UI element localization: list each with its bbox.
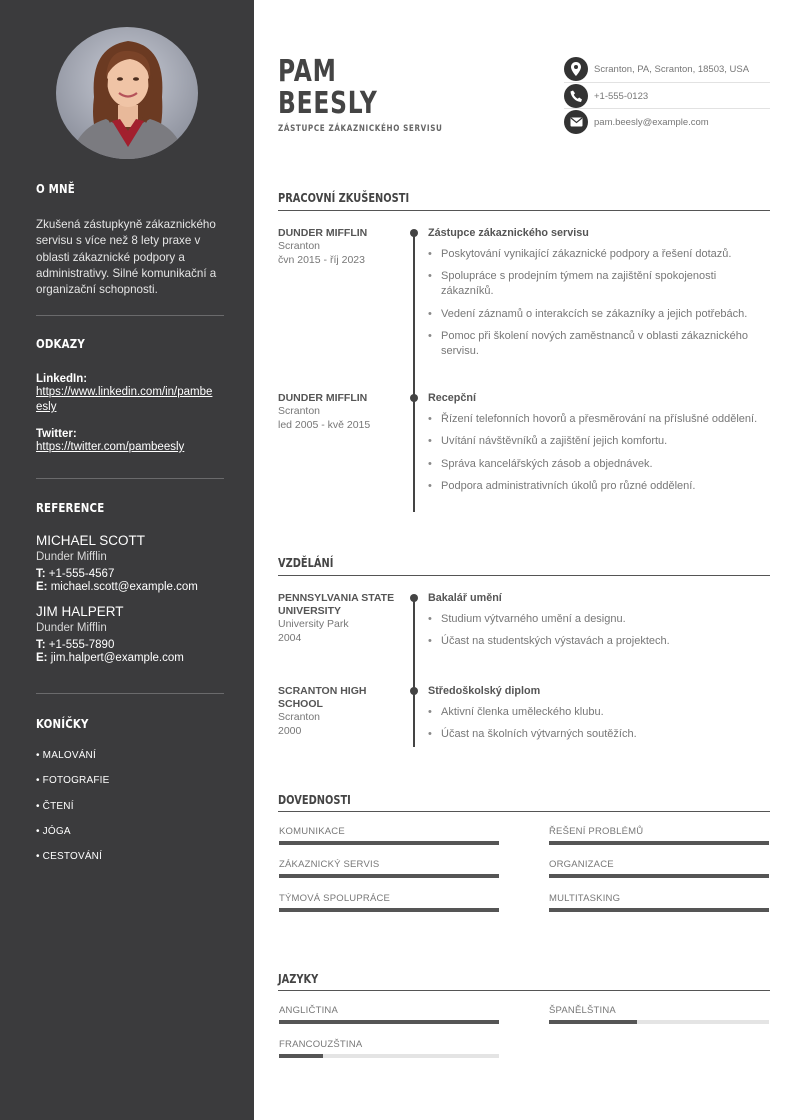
graduation-year: 2004 bbox=[278, 631, 302, 644]
language-item bbox=[549, 1005, 769, 1024]
skill-item bbox=[549, 893, 769, 912]
list-item: • Studium výtvarného umění a designu. bbox=[428, 612, 770, 627]
experience-title: PRACOVNÍ ZKUŠENOSTI bbox=[278, 191, 410, 205]
list-item: • Podpora administrativních úkolů pro různé oddělení. bbox=[428, 479, 770, 494]
contact-phone bbox=[564, 83, 770, 109]
skill-bar-fill bbox=[279, 841, 499, 845]
link-item-twitter bbox=[36, 428, 224, 455]
contact-email bbox=[564, 109, 770, 135]
timeline-dot bbox=[410, 594, 418, 602]
graduation-year: 2000 bbox=[278, 724, 302, 737]
hobby-item: • FOTOGRAFIE bbox=[36, 775, 110, 787]
location-pin-icon bbox=[564, 57, 588, 81]
education-meta bbox=[278, 685, 400, 738]
language-name: ŠPANĚLŠTINA bbox=[549, 1005, 616, 1016]
twitter-link[interactable]: https://twitter.com/pambeesly bbox=[36, 441, 185, 453]
email-text[interactable]: pam.beesly@example.com bbox=[594, 116, 709, 128]
reference-name: MICHAEL SCOTT bbox=[36, 533, 146, 548]
language-bar bbox=[279, 1054, 499, 1058]
list-item: • Správa kancelářských zásob a objednávek. bbox=[428, 457, 770, 472]
section-divider bbox=[278, 575, 770, 576]
skill-name: ŘEŠENÍ PROBLÉMŮ bbox=[549, 826, 644, 837]
company-location: Scranton bbox=[278, 405, 321, 417]
skill-name: ORGANIZACE bbox=[549, 859, 614, 870]
skill-bar-fill bbox=[549, 908, 769, 912]
about-text: Zkušená zástupkyně zákaznického servisu s více než 8 lety praxe v oblasti zákaznické podpory a administrativy. Silné komunikační a organizační schopnosti. bbox=[36, 218, 217, 297]
last-name: BEESLY bbox=[278, 86, 378, 121]
company-name: DUNDER MIFFLIN bbox=[278, 227, 368, 239]
list-item: • Řízení telefonních hovorů a přesměrování na příslušné oddělení. bbox=[428, 412, 770, 427]
skill-item bbox=[279, 893, 499, 912]
address-text: Scranton, PA, Scranton, 18503, USA bbox=[594, 63, 750, 75]
link-label: LinkedIn: bbox=[36, 373, 88, 385]
links-section bbox=[36, 336, 224, 455]
language-item bbox=[279, 1005, 499, 1024]
timeline-line bbox=[413, 232, 415, 512]
school-name: SCRANTON HIGH SCHOOL bbox=[278, 685, 367, 710]
skill-item bbox=[549, 859, 769, 878]
reference-name: JIM HALPERT bbox=[36, 604, 124, 619]
language-item bbox=[279, 1039, 499, 1058]
about-section bbox=[36, 181, 224, 298]
skill-bar bbox=[549, 908, 769, 912]
reference-phone bbox=[36, 568, 224, 580]
sidebar bbox=[0, 0, 254, 1120]
email-icon bbox=[564, 110, 588, 134]
links-title: ODKAZY bbox=[36, 336, 85, 351]
phone-value: +1-555-7890 bbox=[48, 639, 115, 651]
language-bar bbox=[549, 1020, 769, 1024]
list-item: • Spolupráce s prodejním týmem na zajištění spokojenosti zákazníků. bbox=[428, 269, 770, 299]
job-role: Recepční bbox=[428, 392, 477, 404]
sidebar-divider bbox=[36, 315, 224, 316]
language-name: FRANCOUZŠTINA bbox=[279, 1039, 363, 1050]
reference-company: Dunder Mifflin bbox=[36, 551, 107, 563]
degree-name: Bakalář umění bbox=[428, 592, 502, 604]
hobby-item: • JÓGA bbox=[36, 825, 71, 837]
language-bar-fill bbox=[549, 1020, 637, 1024]
skill-bar bbox=[279, 908, 499, 912]
email-label: E: bbox=[36, 581, 48, 593]
reference-phone bbox=[36, 639, 224, 651]
job-title: ZÁSTUPCE ZÁKAZNICKÉHO SERVISU bbox=[278, 124, 443, 134]
link-item-linkedin bbox=[36, 373, 224, 415]
section-divider bbox=[278, 811, 770, 812]
timeline-line bbox=[413, 597, 415, 747]
hobby-item: • CESTOVÁNÍ bbox=[36, 851, 103, 863]
skill-bar bbox=[279, 874, 499, 878]
languages-title: JAZYKY bbox=[278, 972, 319, 986]
hobby-item: • ČTENÍ bbox=[36, 800, 74, 812]
skills-title: DOVEDNOSTI bbox=[278, 793, 351, 807]
reference-item bbox=[36, 604, 224, 664]
employment-dates: led 2005 - kvě 2015 bbox=[278, 418, 371, 431]
reference-email bbox=[36, 581, 224, 593]
skill-bar bbox=[279, 841, 499, 845]
language-bar-fill bbox=[279, 1054, 323, 1058]
skill-name: MULTITASKING bbox=[549, 893, 621, 904]
skill-bar bbox=[549, 874, 769, 878]
phone-label: T: bbox=[36, 568, 46, 580]
list-item: • Účast na studentských výstavách a projektech. bbox=[428, 634, 770, 649]
references-section bbox=[36, 500, 224, 664]
skill-bar-fill bbox=[279, 874, 499, 878]
skill-item bbox=[279, 859, 499, 878]
email-value: jim.halpert@example.com bbox=[50, 652, 184, 664]
sidebar-divider bbox=[36, 478, 224, 479]
skill-item bbox=[279, 826, 499, 845]
company-location: Scranton bbox=[278, 240, 321, 252]
education-list bbox=[428, 705, 770, 742]
email-label: E: bbox=[36, 652, 48, 664]
responsibilities-list bbox=[428, 412, 770, 494]
profile-photo bbox=[56, 27, 198, 159]
education-details bbox=[428, 685, 770, 750]
experience-meta bbox=[278, 227, 400, 267]
education-details bbox=[428, 592, 770, 657]
education-list bbox=[428, 612, 770, 649]
phone-icon bbox=[564, 84, 588, 108]
section-divider bbox=[278, 990, 770, 991]
reference-email bbox=[36, 652, 224, 664]
school-location: University Park bbox=[278, 618, 349, 630]
company-name: DUNDER MIFFLIN bbox=[278, 392, 368, 404]
employment-dates: čvn 2015 - říj 2023 bbox=[278, 253, 365, 266]
hobby-item: • MALOVÁNÍ bbox=[36, 750, 96, 761]
skill-name: KOMUNIKACE bbox=[279, 826, 345, 837]
experience-meta bbox=[278, 392, 400, 432]
timeline-dot bbox=[410, 229, 418, 237]
email-value: michael.scott@example.com bbox=[50, 581, 198, 593]
responsibilities-list bbox=[428, 247, 770, 359]
contact-address bbox=[564, 56, 770, 82]
reference-item bbox=[36, 533, 224, 593]
sidebar-divider bbox=[36, 693, 224, 694]
school-location: Scranton bbox=[278, 711, 321, 723]
degree-name: Středoškolský diplom bbox=[428, 685, 541, 697]
phone-text: +1-555-0123 bbox=[594, 90, 649, 102]
list-item: • Uvítání návštěvníků a zajištění jejich komfortu. bbox=[428, 434, 770, 449]
experience-details bbox=[428, 227, 770, 366]
list-item: • Účast na školních výtvarných soutěžích. bbox=[428, 727, 770, 742]
hobbies-list bbox=[36, 750, 224, 876]
language-bar bbox=[279, 1020, 499, 1024]
hobbies-section bbox=[36, 716, 224, 876]
skill-bar-fill bbox=[549, 841, 769, 845]
list-item: • Poskytování vynikající zákaznické podpory a řešení dotazů. bbox=[428, 247, 770, 262]
references-title: REFERENCE bbox=[36, 500, 105, 515]
linkedin-link[interactable]: https://www.linkedin.com/in/pambeesly bbox=[36, 386, 213, 413]
skill-bar-fill bbox=[279, 908, 499, 912]
school-name: PENNSYLVANIA STATE UNIVERSITY bbox=[278, 592, 395, 617]
timeline-dot bbox=[410, 394, 418, 402]
skill-name: ZÁKAZNICKÝ SERVIS bbox=[279, 859, 380, 870]
skill-name: TÝMOVÁ SPOLUPRÁCE bbox=[279, 893, 391, 904]
timeline-dot bbox=[410, 687, 418, 695]
job-role: Zástupce zákaznického servisu bbox=[428, 227, 589, 239]
first-name: PAM bbox=[278, 54, 337, 89]
language-bar-fill bbox=[279, 1020, 499, 1024]
skill-bar bbox=[549, 841, 769, 845]
link-label: Twitter: bbox=[36, 428, 77, 440]
hobbies-title: KONÍČKY bbox=[36, 716, 89, 731]
language-name: ANGLIČTINA bbox=[279, 1005, 339, 1016]
list-item: • Pomoc při školení nových zaměstnanců v oblasti zákaznického servisu. bbox=[428, 329, 770, 359]
section-divider bbox=[278, 210, 770, 211]
experience-details bbox=[428, 392, 770, 502]
reference-company: Dunder Mifflin bbox=[36, 622, 107, 634]
phone-label: T: bbox=[36, 639, 46, 651]
about-title: O MNĚ bbox=[36, 181, 75, 196]
skill-item bbox=[549, 826, 769, 845]
skill-bar-fill bbox=[549, 874, 769, 878]
education-title: VZDĚLÁNÍ bbox=[278, 556, 334, 570]
list-item: • Aktivní členka uměleckého klubu. bbox=[428, 705, 770, 720]
phone-value: +1-555-4567 bbox=[48, 568, 115, 580]
list-item: • Vedení záznamů o interakcích se zákazníky a jejich potřebách. bbox=[428, 307, 770, 322]
education-meta bbox=[278, 592, 400, 645]
